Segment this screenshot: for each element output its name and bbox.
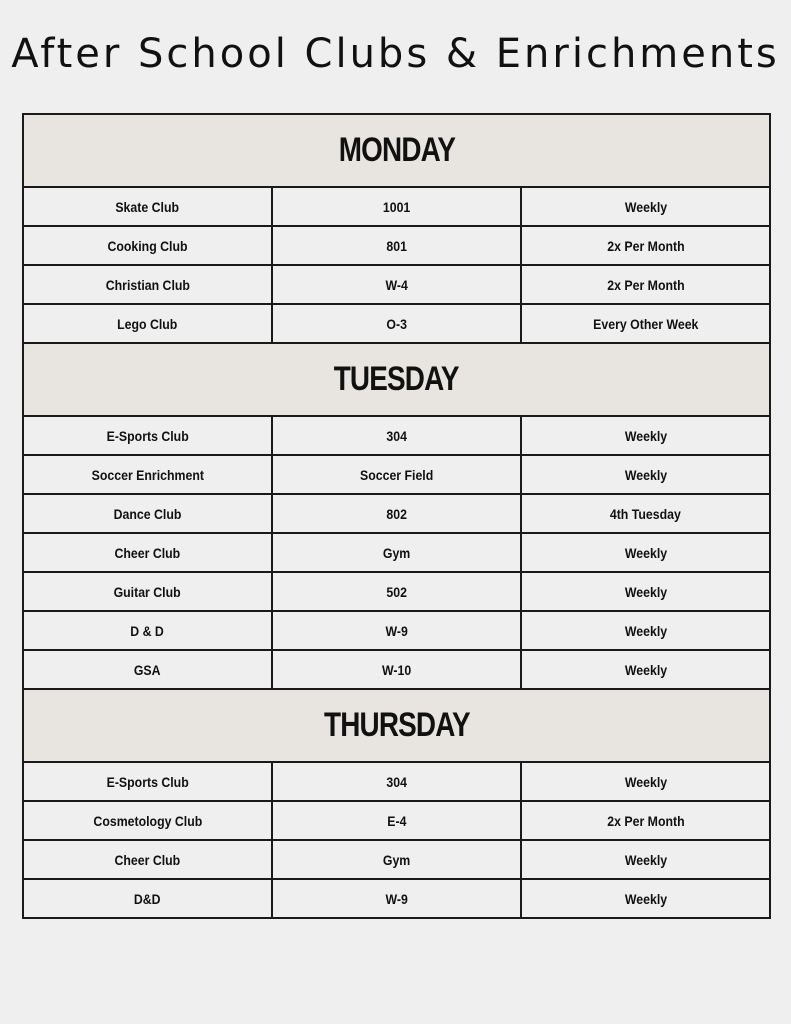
room-cell [272, 533, 521, 572]
club-name-cell [23, 879, 272, 918]
frequency-text: Weekly [624, 198, 667, 215]
room-text: 801 [386, 237, 407, 254]
frequency-cell [521, 650, 770, 689]
frequency-cell [521, 762, 770, 801]
club-row [23, 494, 770, 533]
club-name-cell [23, 304, 272, 343]
club-row [23, 265, 770, 304]
club-name-text: D & D [130, 622, 165, 639]
club-name-text: Christian Club [105, 276, 190, 293]
club-name-cell [23, 611, 272, 650]
club-row [23, 304, 770, 343]
room-cell [272, 762, 521, 801]
club-name-cell [23, 226, 272, 265]
frequency-cell [521, 611, 770, 650]
club-name-text: Cooking Club [107, 237, 188, 254]
club-name-cell [23, 455, 272, 494]
room-cell [272, 416, 521, 455]
club-row [23, 455, 770, 494]
club-name-text: Lego Club [117, 315, 178, 332]
room-text: W-9 [385, 890, 408, 907]
room-text: Gym [382, 544, 411, 561]
club-name-text: GSA [134, 661, 161, 678]
page-title: After School Clubs & Enrichments [11, 31, 780, 77]
frequency-cell [521, 840, 770, 879]
room-cell [272, 572, 521, 611]
frequency-cell [521, 879, 770, 918]
room-cell [272, 455, 521, 494]
day-header-row [23, 114, 770, 187]
club-name-text: Guitar Club [113, 583, 182, 600]
day-name: MONDAY [338, 131, 455, 169]
frequency-text: Weekly [624, 622, 667, 639]
frequency-cell [521, 304, 770, 343]
club-name-cell [23, 265, 272, 304]
frequency-text: Weekly [624, 773, 667, 790]
room-cell [272, 226, 521, 265]
club-row [23, 226, 770, 265]
room-cell [272, 494, 521, 533]
frequency-text: 2x Per Month [606, 812, 685, 829]
frequency-cell [521, 455, 770, 494]
club-row [23, 762, 770, 801]
club-row [23, 572, 770, 611]
room-cell [272, 879, 521, 918]
room-text: Gym [382, 851, 411, 868]
club-name-text: E-Sports Club [106, 427, 189, 444]
room-text: O-3 [386, 315, 407, 332]
club-name-cell [23, 801, 272, 840]
room-cell [272, 801, 521, 840]
room-cell [272, 840, 521, 879]
club-name-cell [23, 840, 272, 879]
room-text: W-10 [381, 661, 412, 678]
room-text: 304 [386, 427, 407, 444]
club-row [23, 879, 770, 918]
club-name-cell [23, 494, 272, 533]
club-row [23, 187, 770, 226]
club-name-cell [23, 650, 272, 689]
room-text: 1001 [382, 198, 411, 215]
room-text: W-9 [385, 622, 408, 639]
frequency-cell [521, 265, 770, 304]
frequency-text: Weekly [624, 890, 667, 907]
club-row [23, 801, 770, 840]
club-name-cell [23, 416, 272, 455]
frequency-text: 4th Tuesday [610, 505, 681, 522]
frequency-cell [521, 801, 770, 840]
club-name-text: Soccer Enrichment [91, 466, 204, 483]
club-row [23, 611, 770, 650]
room-cell [272, 650, 521, 689]
room-text: Soccer Field [359, 466, 434, 483]
club-row [23, 533, 770, 572]
frequency-text: Weekly [624, 661, 667, 678]
room-cell [272, 187, 521, 226]
room-text: 802 [386, 505, 407, 522]
room-cell [272, 611, 521, 650]
frequency-cell [521, 416, 770, 455]
frequency-text: Weekly [624, 427, 667, 444]
frequency-cell [521, 226, 770, 265]
club-name-text: E-Sports Club [106, 773, 189, 790]
club-name-cell [23, 187, 272, 226]
club-name-text: Skate Club [115, 198, 180, 215]
club-row [23, 416, 770, 455]
club-row [23, 840, 770, 879]
day-header-row [23, 689, 770, 762]
club-name-text: Dance Club [113, 505, 182, 522]
club-name-cell [23, 572, 272, 611]
club-name-text: Cheer Club [114, 851, 181, 868]
club-row [23, 650, 770, 689]
day-header [23, 343, 770, 416]
room-text: 304 [386, 773, 407, 790]
frequency-cell [521, 572, 770, 611]
frequency-text: Weekly [624, 851, 667, 868]
day-header [23, 114, 770, 187]
frequency-cell [521, 494, 770, 533]
club-name-text: Cosmetology Club [93, 812, 202, 829]
day-name: THURSDAY [323, 706, 470, 744]
frequency-text: Weekly [624, 583, 667, 600]
club-name-cell [23, 533, 272, 572]
room-cell [272, 265, 521, 304]
frequency-text: 2x Per Month [606, 276, 685, 293]
room-text: W-4 [385, 276, 408, 293]
frequency-cell [521, 187, 770, 226]
club-name-cell [23, 762, 272, 801]
room-cell [272, 304, 521, 343]
frequency-text: 2x Per Month [606, 237, 685, 254]
day-header-row [23, 343, 770, 416]
club-name-text: D&D [134, 890, 161, 907]
schedule-body [23, 114, 770, 918]
club-name-text: Cheer Club [114, 544, 181, 561]
frequency-text: Weekly [624, 544, 667, 561]
frequency-cell [521, 533, 770, 572]
room-text: E-4 [386, 812, 407, 829]
frequency-text: Every Other Week [592, 315, 699, 332]
day-header [23, 689, 770, 762]
room-text: 502 [386, 583, 407, 600]
day-name: TUESDAY [334, 360, 459, 398]
frequency-text: Weekly [624, 466, 667, 483]
club-schedule-table [22, 113, 771, 919]
